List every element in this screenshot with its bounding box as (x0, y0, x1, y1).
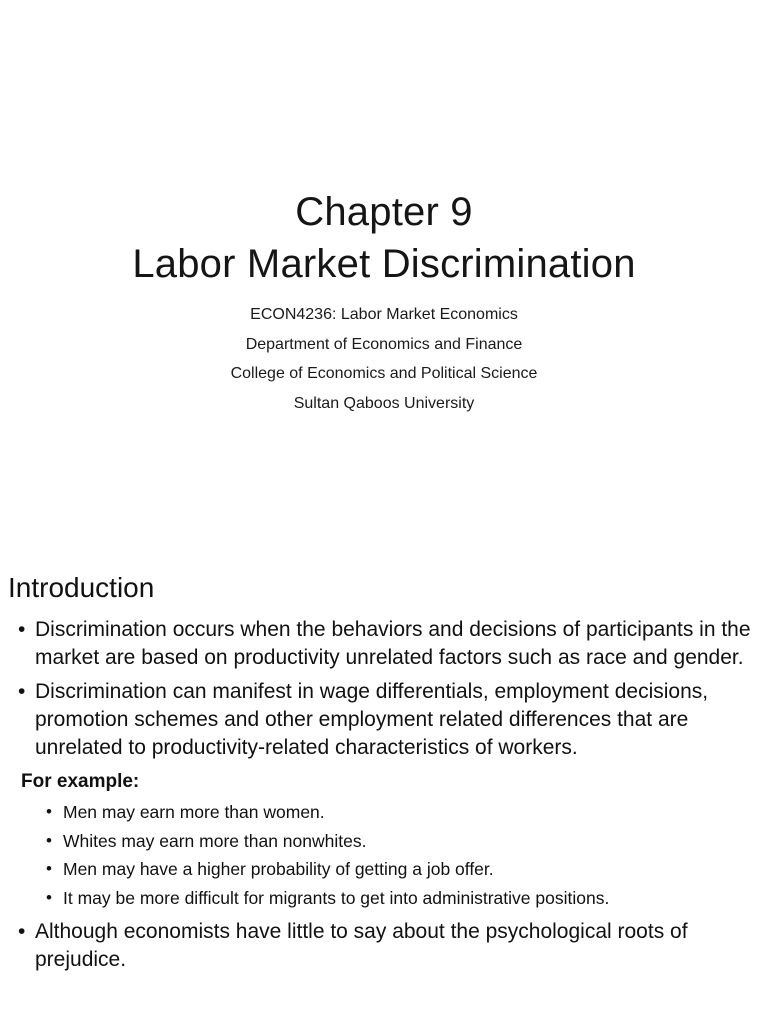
bullet-text: Discrimination occurs when the behaviors and decisions of participants in the market are based on productivity unrelated factors such as race and gender. (35, 618, 751, 669)
example-text: It may be more difficult for migrants to get into administrative positions. (63, 887, 610, 908)
bullet-icon: • (46, 859, 52, 878)
bullet-icon: • (46, 802, 52, 821)
example-text: Men may earn more than women. (63, 802, 325, 822)
bullet-icon: • (46, 887, 52, 907)
example-item (46, 827, 762, 856)
bullet-item (18, 918, 762, 974)
title-line-chapter: Chapter 9 (295, 190, 473, 234)
example-item (46, 855, 762, 884)
bullet-icon: • (18, 920, 26, 943)
example-text: Men may have a higher probability of getting a job offer. (63, 859, 494, 879)
example-list (46, 798, 762, 912)
example-text: Whites may earn more than nonwhites. (63, 830, 367, 851)
college: College of Economics and Political Science (230, 365, 538, 382)
example-item (46, 884, 762, 913)
slide-title (0, 186, 768, 290)
bullet-item (18, 616, 762, 672)
bullet-list (18, 616, 762, 980)
bullet-icon: • (18, 618, 26, 641)
bullet-text: Although economists have little to say about the psychological roots of prejudice. (35, 920, 688, 971)
introduction-heading: Introduction (8, 572, 155, 603)
bullet-item (18, 678, 762, 762)
example-item (46, 798, 762, 827)
bullet-icon: • (46, 830, 52, 850)
department: Department of Economics and Finance (245, 335, 523, 353)
bullet-text: Discrimination can manifest in wage differentials, employment decisions, promotion schemes and other employment related differences that are unrelated to productivity-related characteristics of workers. (35, 680, 709, 759)
title-line-topic: Labor Market Discrimination (132, 242, 636, 286)
university: Sultan Qaboos University (293, 394, 475, 412)
slide-subtitle (0, 300, 768, 418)
example-section (18, 768, 762, 912)
course-code: ECON4236: Labor Market Economics (250, 306, 518, 323)
introduction-slide (0, 548, 768, 1024)
example-heading: For example: (21, 771, 140, 792)
bullet-icon: • (18, 680, 26, 703)
